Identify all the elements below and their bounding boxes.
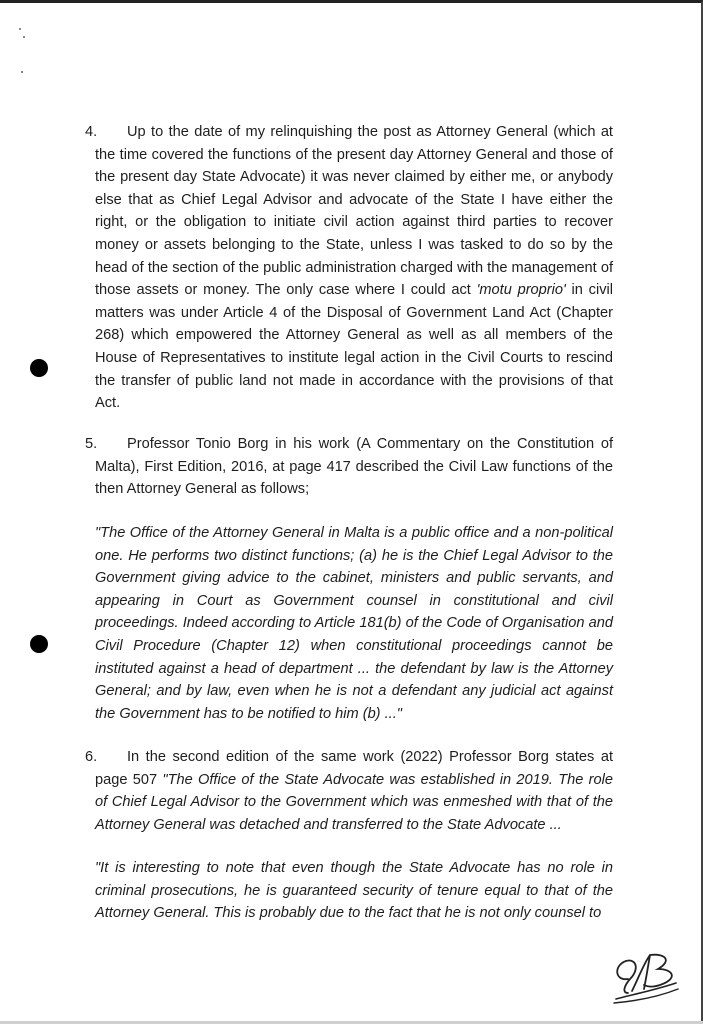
paragraph-number: 6. bbox=[85, 749, 98, 765]
paragraph-text: Professor Tonio Borg in his work (A Commentary on the Constitution of Malta), First Edition, 2016, at page 417 described the Civil Law functions of the then Attorney General as follows; bbox=[95, 436, 613, 498]
signature-initials bbox=[608, 949, 684, 1007]
scan-speck bbox=[21, 71, 23, 73]
binding-hole-mark bbox=[30, 635, 48, 653]
scan-speck bbox=[23, 36, 25, 38]
scan-speck bbox=[19, 28, 21, 30]
paragraph-6 bbox=[85, 746, 613, 836]
paragraph-5 bbox=[85, 433, 613, 501]
quotation-block: "The Office of the Attorney General in Malta is a public office and a non-political one. He performs two distinct functions; (a) he is the Chief Legal Advisor to the Government giving advice to the cabinet, ministers and public servants, and appearing in Court as Government counsel in constitutional and civil proceedings. Indeed according to Article 181(b) of the Code of Organisation and Civil Procedure (Chapter 12) when constitutional proceedings cannot be instituted against a head of department ... the defendant by law is the Attorney General; and by law, even when he is not a defendant any judicial act against the Government has to be notified to him (b) ..." bbox=[95, 525, 613, 722]
paragraph-4 bbox=[85, 121, 613, 415]
paragraph-number: 5. bbox=[85, 436, 98, 452]
paragraph-text-continued: in civil matters was under Article 4 of the Disposal of Government Land Act (Chapter 268) which empowered the Attorney General as well as all members of the House of Representatives to institute legal action in the Civil Courts to rescind the transfer of public land not made in accordance with the provisions of that Act. bbox=[95, 282, 613, 412]
paragraph-text: Up to the date of my relinquishing the post as Attorney General (which at the time covered the functions of the present day Attorney General and those of the present day State Advocate) it was never claimed by either me, or anybody else that as Chief Legal Advisor and advocate of the State I have either the right, or the obligation to initiate civil action against third parties to recover money or assets belonging to the State, unless I was tasked to do so by the head of the section of the public administration charged with the management of those assets or money. The only case where I could act bbox=[95, 124, 613, 299]
paragraph-number: 4. bbox=[85, 124, 98, 140]
latin-term: 'motu proprio' bbox=[476, 282, 566, 299]
quoted-text: "The Office of the State Advocate was established in 2019. The role of Chief Legal Advisor to the Government which was enmeshed with that of the Attorney General was detached and transferred to the State Advocate ... bbox=[95, 771, 613, 833]
quotation-block: "It is interesting to note that even though the State Advocate has no role in criminal prosecutions, he is guaranteed security of tenure equal to that of the Attorney General. This is probably due to the fact that he is not only counsel to bbox=[95, 860, 613, 922]
binding-hole-mark bbox=[30, 359, 48, 377]
paragraph-text: In the second edition of the same work (2022) Professor Borg states at page 507 bbox=[95, 749, 613, 788]
